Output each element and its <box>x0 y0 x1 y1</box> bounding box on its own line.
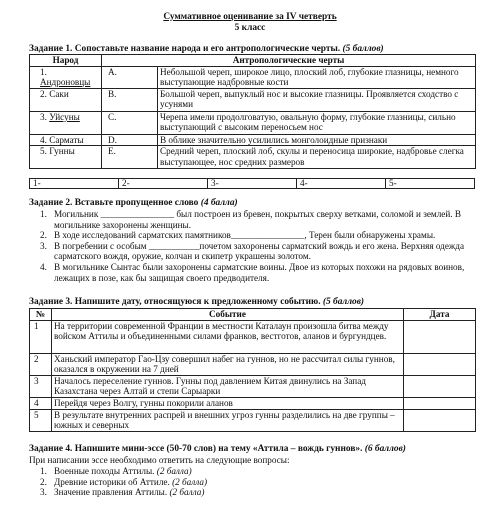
answer-grid <box>29 178 475 189</box>
list-item: 2. Древние историки об Аттиле. (2 балла) <box>40 476 208 487</box>
list-item: 3. В погребении с особым ___________почетом захоронены сарматский вождь и его жена. Верхняя одежда сарматского вождя, оружие, колчан и скипетр украшены золотом. <box>40 240 465 262</box>
date-cell[interactable] <box>404 409 476 431</box>
table-row <box>30 66 476 88</box>
row-event: Перейдя через Волгу, гунны покорили аланов <box>52 397 404 409</box>
list-item: 2. В ходе исследований сарматских памятников________________, Терен были обнаружены храмы. <box>40 230 436 241</box>
table-row <box>30 320 476 353</box>
row-letter: C. <box>102 111 158 134</box>
task1-points: (5 баллов) <box>342 44 384 54</box>
list-item: 3. Значение правления Аттилы. (2 балла) <box>40 487 205 498</box>
table-row <box>30 146 476 169</box>
col-header-date: Дата <box>404 309 476 321</box>
answer-cell[interactable]: 5- <box>386 179 475 189</box>
row-letter: A. <box>102 66 158 88</box>
date-cell[interactable] <box>404 353 476 375</box>
task2-title-text: Задание 2. Вставьте пропущенное слово <box>29 198 199 208</box>
answer-cell[interactable]: 2- <box>119 179 208 189</box>
row-people: 1. Андроновцы <box>30 66 102 88</box>
task2-title <box>29 198 238 209</box>
matching-table <box>29 54 476 169</box>
row-event: Ханьский император Гао-Цзу совершил набег на гуннов, но не рассчитал силы гуннов, оказался в окружении на 7 дней <box>52 353 404 375</box>
row-num: 2 <box>30 353 52 375</box>
answer-cell[interactable]: 3- <box>208 179 297 189</box>
row-letter: E. <box>102 146 158 169</box>
task1-title-text: Задание 1. Сопоставьте название народа и его антропологические черты. <box>29 44 341 54</box>
row-people: 3. Уйсуны <box>30 111 102 134</box>
table-row <box>30 111 476 134</box>
row-trait: В облике значительно усилились монголоидные признаки <box>158 134 476 146</box>
col-header-num: № <box>30 309 52 321</box>
row-people: 5. Гунны <box>30 146 102 169</box>
row-event: На территории современной Франции в местности Каталаун произошла битва между войском Аттилы и объединенными силами франков, вестготов, аланов и бургундцев. <box>52 320 404 353</box>
date-cell[interactable] <box>404 397 476 409</box>
table-row <box>30 353 476 375</box>
row-event: В результате внутренних распрей и внешних угроз гунны разделились на две группы – южных и северных <box>52 409 404 431</box>
table-row <box>30 88 476 111</box>
task2-list <box>40 209 480 283</box>
answer-cell[interactable]: 1- <box>30 179 119 189</box>
task4-list <box>40 466 480 498</box>
row-people: 4. Сарматы <box>30 134 102 146</box>
answer-cell[interactable]: 4- <box>297 179 386 189</box>
col-header-people: Народ <box>30 55 102 67</box>
row-num: 1 <box>30 320 52 353</box>
list-item: 1. Военные походы Аттилы. (2 балла) <box>40 466 192 476</box>
row-trait: Большой череп, выпуклый нос и высокие глазницы. Проявляется сходство с усунями <box>158 88 476 111</box>
task4-intro: При написании эссе необходимо ответить на следующие вопросы: <box>29 455 290 465</box>
col-header-event: Событие <box>52 309 404 321</box>
worksheet-title: Суммативное оценивание за IV четверть <box>163 12 337 22</box>
task4-points: (6 баллов) <box>364 444 406 454</box>
table-row <box>30 134 476 146</box>
task3-title-text: Задание 3. Напишите дату, относящуюся к предложенному событию. <box>29 297 321 307</box>
list-item: 1. Могильник ________________ был построен из бревен, покрытых сверху ветками, соломой и землей. В могильнике захоронены женщины. <box>40 209 462 230</box>
date-cell[interactable] <box>404 375 476 397</box>
events-table <box>29 308 476 432</box>
row-trait: Средний череп, плоский лоб, скулы и переносица широкие, надбровье слегка выступающее, нос средних размеров <box>158 146 476 169</box>
list-item: 4. В могильнике Сынтас были захоронены сарматские воины. Двое из которых похожи на рядовых воинов, лежащих в позе, как бы защищая своего предводителя. <box>40 261 465 283</box>
row-letter: D. <box>102 134 158 146</box>
date-cell[interactable] <box>404 320 476 353</box>
task3-points: (5 баллов) <box>322 297 365 307</box>
row-people: 2. Саки <box>30 88 102 111</box>
row-event: Началось переселение гуннов. Гунны под давлением Китая двинулись на Запад Казахстана через Алтай и степи Сарыарки <box>52 375 404 397</box>
grade-label: 5 класс <box>234 23 266 33</box>
table-row <box>30 409 476 431</box>
col-header-traits: Антропологические черты <box>102 55 476 67</box>
row-num: 3 <box>30 375 52 397</box>
task3-title <box>29 297 364 308</box>
task4-title-text: Задание 4. Напишите мини-эссе (50-70 слов) на тему «Аттила – вождь гуннов». <box>29 444 363 454</box>
row-num: 4 <box>30 397 52 409</box>
row-num: 5 <box>30 409 52 431</box>
row-trait: Черепа имели продолговатую, овальную форму, глубокие глазницы, сильно выступающий с высоким переносьем нос <box>158 111 476 134</box>
table-row <box>30 397 476 409</box>
row-letter: B. <box>102 88 158 111</box>
task4-title <box>29 444 406 455</box>
row-trait: Небольшой череп, широкое лицо, плоский лоб, глубокие глазницы, немного выступающие надбровные кости <box>158 66 476 88</box>
task2-points: (4 балла) <box>200 198 238 208</box>
table-row <box>30 375 476 397</box>
